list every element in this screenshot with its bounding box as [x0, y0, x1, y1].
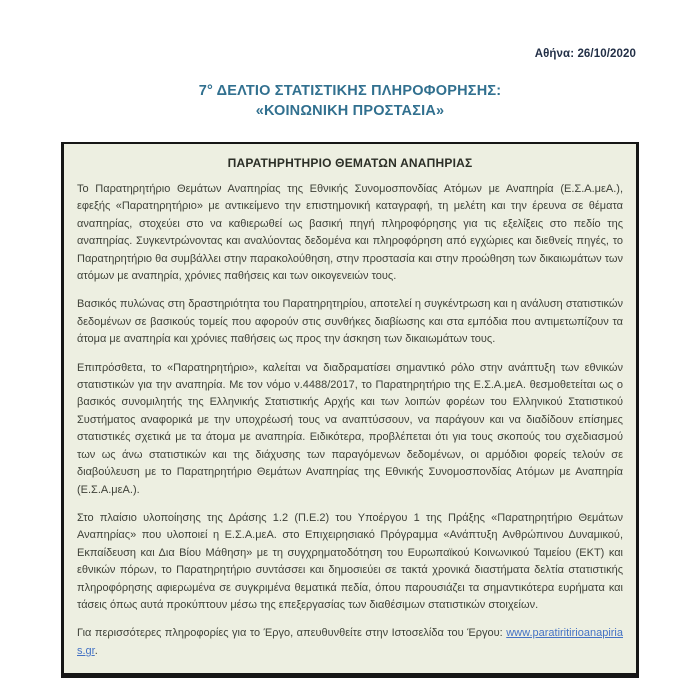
date-line: Αθήνα: 26/10/2020 [534, 48, 636, 60]
footer-suffix: . [94, 644, 98, 657]
page-title [0, 81, 700, 121]
paragraph-main-pillar: Βασικός πυλώνας στη δραστηριότητα του Παρατηρητηρίου, αποτελεί η συγκέντρωση και η ανάλυση στατιστικών δεδομένων σε βασικούς τομείς που αφορούν στις συνθήκες διαβίωσης και στα εμπόδια που αντιμετωπίζουν τα άτομα με αναπηρία και χρόνιες παθήσεις ως προς την άσκηση των δικαιωμάτων τους. [77, 298, 623, 346]
title-line-1: 7° ΔΕΛΤΙΟ ΣΤΑΤΙΣΤΙΚΗΣ ΠΛΗΡΟΦΟΡΗΣΗΣ: [198, 83, 502, 99]
paragraph-more-info [77, 625, 623, 660]
paragraph-national-statistics: Επιπρόσθετα, το «Παρατηρητήριο», καλείται να διαδραματίσει σημαντικό ρόλο στην ανάπτυξη των εθνικών στατιστικών για την αναπηρία. Με τον νόμο ν.4488/2017, το Παρατηρητήριο της Ε.Σ.Α.μεΑ. θεσμοθετείται ως ο βασικός συνομιλητής της Ελληνικής Στατιστικής Αρχής και των λοιπών φορέων του Ελληνικού Στατιστικού Συστήματος αναφορικά με την υποχρέωσή τους να αναπτύσσουν, να παράγουν και να διαδίδουν επίσημες στατιστικές σχετικά με τα άτομα με αναπηρία. Ειδικότερα, προβλέπεται ότι για τους σκοπούς του σχεδιασμού των ως άνω στατιστικών και της διάχυσης των παραγόμενων δεδομένων, οι αρμόδιοι φορείς τελούν σε διαβούλευση με το Παρατηρητήριο Θεμάτων Αναπηρίας της Εθνικής Συνομοσπονδίας Ατόμων με Αναπηρία (Ε.Σ.Α.μεΑ.). [77, 361, 623, 496]
title-line-2: «ΚΟΙΝΩΝΙΚΗ ΠΡΟΣΤΑΣΙΑ» [255, 103, 445, 119]
observatory-info-box [61, 142, 639, 678]
box-header: ΠΑΡΑΤΗΡΗΤΗΡΙΟ ΘΕΜΑΤΩΝ ΑΝΑΠΗΡΙΑΣ [227, 156, 473, 170]
paragraph-observatory-intro: Το Παρατηρητήριο Θεμάτων Αναπηρίας της Εθνικής Συνομοσπονδίας Ατόμων με Αναπηρία (Ε.Σ.Α.μεΑ.), εφεξής «Παρατηρητήριο» με αντικείμενο την επιστημονική καταγραφή, τη μελέτη και την έρευνα σε θέματα αναπηρίας, στοχεύει στο να καθιερωθεί ως βασική πηγή πληροφόρησης για τις εξελίξεις στο πεδίο της αναπηρίας. Συγκεντρώνοντας και αναλύοντας δεδομένα και πληροφόρηση από εγχώριες και διεθνείς πηγές, το Παρατηρητήριο θα συμβάλλει στην παρακολούθηση, στην προστασία και στην προώθηση των δικαιωμάτων των ατόμων με αναπηρία, χρόνιες παθήσεις και των οικογενειών τους. [77, 183, 623, 283]
paragraph-project-context: Στο πλαίσιο υλοποίησης της Δράσης 1.2 (Π.Ε.2) του Υποέργου 1 της Πράξης «Παρατηρητήριο Θεμάτων Αναπηρίας» που υλοποιεί η Ε.Σ.Α.μεΑ. στο Επιχειρησιακό Πρόγραμμα «Ανάπτυξη Ανθρώπινου Δυναμικού, Εκπαίδευση και Δια Βίου Μάθηση» με τη συγχρηματοδότηση του Ευρωπαϊκού Κοινωνικού Ταμείου (ΕΚΤ) και εθνικών πόρων, το Παρατηρητήριο συντάσσει και δημοσιεύει σε τακτά χρονικά διαστήματα δελτία στατιστικής πληροφόρησης αφιερωμένα σε συγκριμένα θεματικά πεδία, όπου παρουσιάζει τα σημαντικότερα ευρήματα και τάσεις όπως αυτά προκύπτουν μέσω της επεξεργασίας των διαθέσιμων στατιστικών στοιχείων. [77, 511, 623, 611]
footer-text: Για περισσότερες πληροφορίες για το Έργο, απευθυνθείτε στην Ιστοσελίδα του Έργου: [77, 627, 507, 640]
project-website-link[interactable]: www.paratiritirioanapirias.gr [77, 627, 623, 657]
